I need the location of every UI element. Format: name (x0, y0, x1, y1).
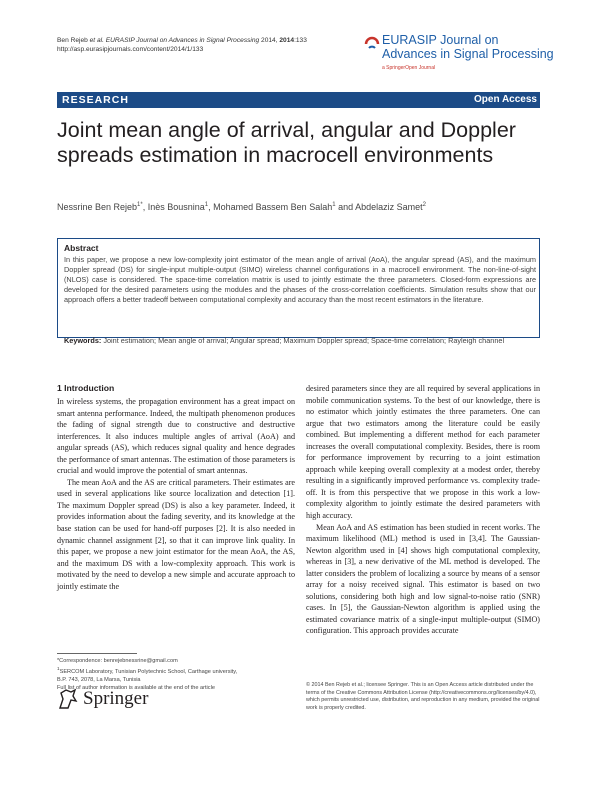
journal-subtitle: a SpringerOpen Journal (382, 65, 436, 71)
author[interactable]: Mohamed Bassem Ben Salah (213, 202, 333, 212)
footnote-divider (57, 653, 137, 654)
springer-logo (57, 684, 148, 714)
journal-name: EURASIP Journal on Advances in Signal Processing (382, 33, 554, 61)
abstract-text: In this paper, we propose a new low-complexity joint estimator of the mean angle of arrival (AoA), the angular spread (AS), and the maximum Doppler spread (DS) for single-input multiple-output (SIMO) wireless channel configurations in a macrocell environment. The non-line-of-sight (NLOS) case is considered. The space-time correlation matrix is used to jointly estimate the three parameters. Closed-form expressions are developed for the desired parameters using the modules and the phases of the cross-correlation coefficients. Simulation results show that our approach offers a better tradeoff between computational complexity and accuracy than the most recent estimators in the literature. (64, 255, 536, 304)
author-info-note: Full list of author information is available at the end of the article (57, 685, 215, 692)
affiliation: $^1$SERCOM Laboratory, Tunisian Polytechnic School, Carthage university, (57, 666, 238, 676)
correspondence[interactable]: *Correspondence: benrejebnessrine@gmail.com (57, 658, 178, 664)
author[interactable]: Abdelaziz Samet (355, 202, 423, 212)
springer-horse-icon (57, 687, 79, 711)
author[interactable]: Inès Bousnina (147, 202, 205, 212)
article-url[interactable]: http://asp.eurasipjournals.com/content/2014/1/133 (57, 46, 204, 53)
article-type-label: RESEARCH (62, 94, 129, 106)
keywords: Keywords: Joint estimation; Mean angle of arrival; Angular spread; Maximum Doppler spread; Space-time correlation; Rayleigh channel (64, 336, 505, 345)
article-title: Joint mean angle of arrival, angular and Doppler spreads estimation in macrocell environments (57, 118, 516, 167)
citation-line: Ben Rejeb et al. EURASIP Journal on Advances in Signal Processing 2014, 2014:133 (57, 37, 307, 44)
paragraph: desired parameters since they are all required by several applications in mobile communication systems. To the best of our knowledge, there is no estimator which jointly estimates the three parameters. One can argue that two estimators among the literature could be easily combined. But implementing a different method for each parameter increases the overall computational complexity. Besides, there is room for performance improvement by recurring to a joint estimation approach while keeping overall complexity at a modest order, thereby resulting in a significantly improved performance vs. complexity trade-off. It is from this perspective that we propose in this work a low-complexity algorithm to jointly estimate the desired parameters with high accuracy. (306, 384, 540, 521)
section-heading: 1 Introduction (57, 383, 115, 393)
open-access-label: Open Access (474, 94, 537, 105)
eurasip-logo-icon (364, 36, 380, 52)
running-header (57, 36, 307, 54)
abstract-heading: Abstract (64, 243, 99, 253)
paragraph: Mean AoA and AS estimation has been studied in recent works. The maximum likelihood (ML) method is used in [3,4]. The Gaussian-Newton algorithm used in [4] shows high computational complexity, whereas in [3], a new derivative of the ML method is developed. The latter considers the problem of localizing a source by means of a sensor array for a noisy received signal. This estimator is based on two solutions, considering both high and low signal-to-noise ratio (SNR) cases. In [5], the Gaussian-Newton algorithm is applied using the estimated covariance matrix of a single-input multiple-output (SIMO) configuration. This approach provides accurate (306, 522, 540, 636)
license-text: © 2014 Ben Rejeb et al.; licensee Springer. This is an Open Access article distributed under the terms of the Creative Commons Attribution License (http://creativecommons.org/licenses/by/4.0), which permits unrestricted use, distribution, and reproduction in any medium, provided the original work is properly credited. (306, 682, 540, 711)
body-column-right (306, 383, 540, 637)
paragraph: In wireless systems, the propagation environment has a great impact on smart antenna performance. Indeed, the multipath phenomenon produces the fading of signal strength due to constructive and destructive interferences. It also induces multiple angles of arrival (AoA) and angular spreads (AS), which reduces signal quality and hence degrades the performance of smart antennas. The estimation of those parameters is crucial and would improve the potential of smart antennas. (57, 397, 295, 476)
article-type-band (57, 92, 540, 108)
springer-wordmark: Springer (83, 688, 149, 709)
affiliation-address: B.P. 743, 2078, La Marsa, Tunisia (57, 677, 141, 684)
author-list: Nessrine Ben Rejeb$^{1*}$, Inès Bousnina$^1$, Mohamed Bassem Ben Salah$^1$ and Abdelaziz Samet$^2$ (57, 202, 426, 212)
author[interactable]: Nessrine Ben Rejeb (57, 202, 138, 212)
paragraph: The mean AoA and the AS are critical parameters. Their estimates are used in several applications like source localization and detection [1]. The maximum Doppler spread (DS) is also a key parameter. Indeed, it provides information about the fading severity, and its knowledge at the base station can be used for hand-off purposes [2]. It is also needed in dynamic channel assignment [2], so that it can improve link quality. In this paper, we propose a new joint estimator for the mean AoA, the AS, and the maximum DS with a low-complexity approach. This work is motivated by the need to develop a new simple and accurate approach to jointly estimate the (57, 477, 295, 591)
body-column-left (57, 396, 295, 592)
